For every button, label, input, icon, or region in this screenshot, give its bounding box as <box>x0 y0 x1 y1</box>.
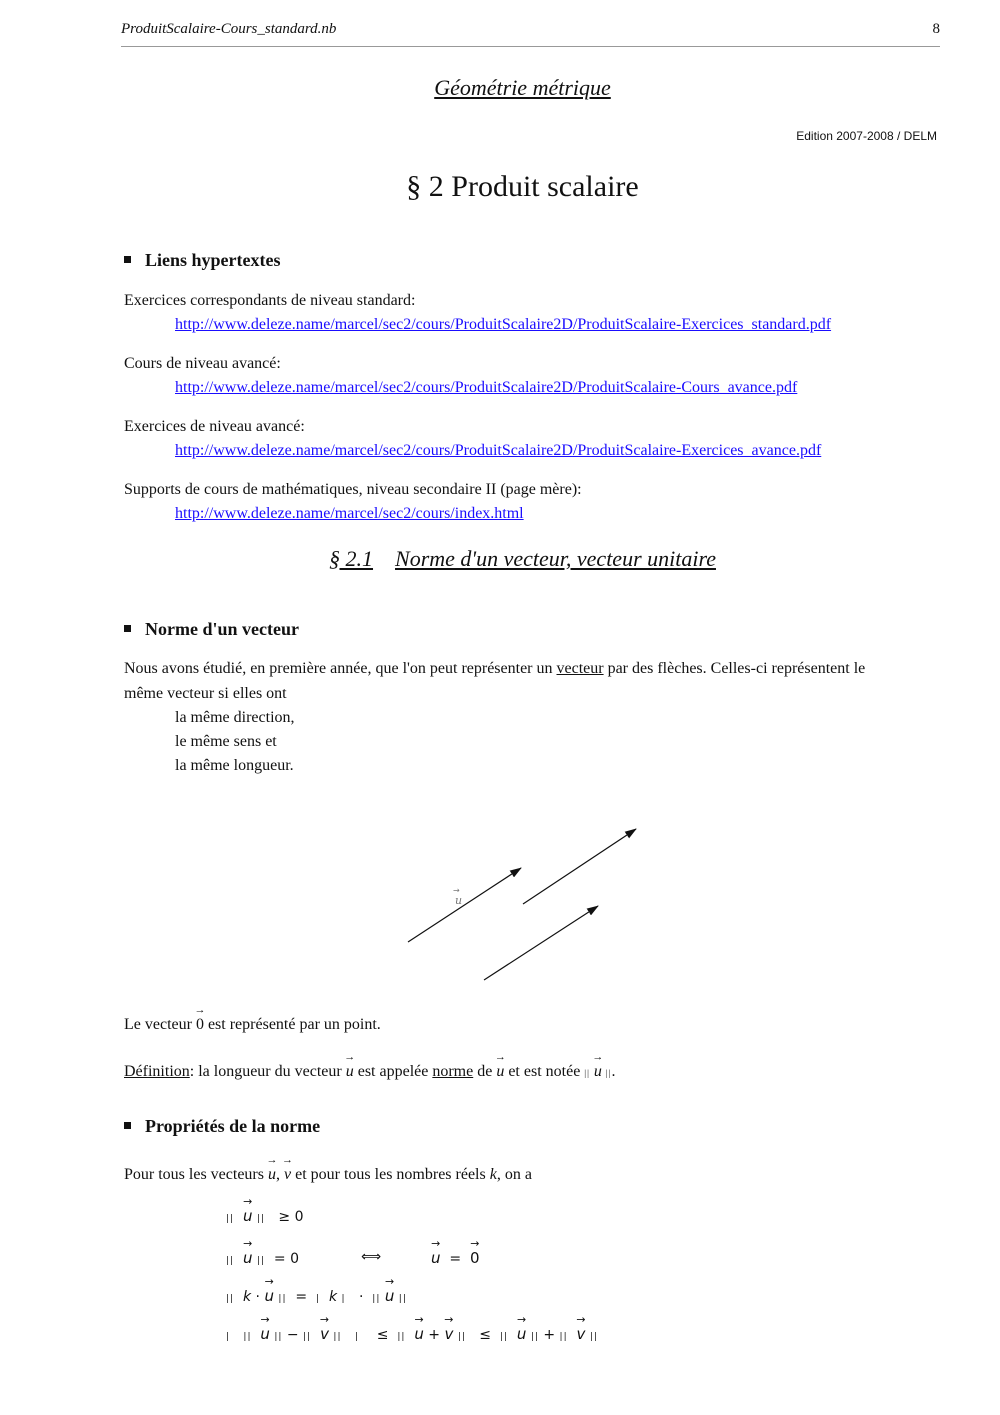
vector-v: → v <box>284 1166 291 1184</box>
condition-direction: la même direction, <box>175 709 295 726</box>
arrow-3 <box>484 906 598 980</box>
scalar-k: k <box>489 1166 497 1183</box>
link-label-1: Exercices correspondants de niveau standard: <box>124 292 416 309</box>
arrow-1 <box>408 868 521 942</box>
link-label-4: Supports de cours de mathématiques, niveau secondaire II (page mère): <box>124 481 582 498</box>
vecteur-term: vecteur <box>556 660 604 677</box>
vector-arrows-figure <box>380 815 660 995</box>
arrow-label-u: u <box>455 894 463 907</box>
norme-paragraph-line2: même vecteur si elles ont <box>124 685 287 702</box>
props-heading: Propriétés de la norme <box>124 1116 320 1137</box>
link-label-2: Cours de niveau avancé: <box>124 355 281 372</box>
zero-vector-sentence: Le vecteur → 0 est représenté par un point. <box>124 1016 381 1034</box>
section-bullet-icon <box>124 256 131 263</box>
arrow-2 <box>523 829 636 904</box>
subsection-number: § 2.1 <box>329 546 374 571</box>
formula-positivity: || → u || ≥ 0 <box>226 1207 303 1225</box>
formula-homogeneity: || k · → u || = | k | · || → u || <box>226 1287 407 1305</box>
formula-zero-norm: || → u || = 0 ⟺ → u = → 0 <box>226 1249 526 1267</box>
section-bullet-icon <box>124 625 131 632</box>
formula-triangle-inequality: | || → u || − || → v || | ≤ || → u + → v || ≤ || → u || + || → v || <box>226 1325 598 1343</box>
link-label-3: Exercices de niveau avancé: <box>124 418 305 435</box>
subject-title: Géométrie métrique <box>434 75 611 100</box>
header-divider <box>121 46 940 47</box>
vector-u: → u <box>594 1063 602 1081</box>
norme-term: norme <box>432 1063 474 1080</box>
vector-u: → u <box>496 1063 504 1081</box>
condition-longueur: la même longueur. <box>175 757 294 774</box>
subsection-title <box>0 546 1000 572</box>
link-exercices-avance[interactable]: http://www.deleze.name/marcel/sec2/cours/ProduitScalaire2D/ProduitScalaire-Exercices_avance.pdf <box>175 442 822 459</box>
section-bullet-icon <box>124 1122 131 1129</box>
chapter-title: § 2 Produit scalaire <box>406 170 639 203</box>
link-exercices-standard[interactable]: http://www.deleze.name/marcel/sec2/cours/ProduitScalaire2D/ProduitScalaire-Exercices_standard.pdf <box>175 316 832 333</box>
definition-label: Définition <box>124 1063 190 1080</box>
norm-bar-right: || <box>605 1068 612 1078</box>
subsection-name: Norme d'un vecteur, vecteur unitaire <box>395 546 716 571</box>
links-heading: Liens hypertextes <box>124 250 280 271</box>
page-number: 8 <box>932 21 940 37</box>
arrow-label-arrow: → <box>453 886 460 895</box>
definition-sentence: Définition: la longueur du vecteur → u est appelée norme de → u et est notée || → u ||. <box>124 1063 616 1081</box>
header-filename: ProduitScalaire-Cours_standard.nb <box>121 21 337 37</box>
norme-paragraph: Nous avons étudié, en première année, que l'on peut représenter un vecteur par des flèches. Celles-ci représentent le <box>124 660 866 677</box>
zero-vector-symbol: → 0 <box>196 1016 204 1034</box>
norm-bar-left: || <box>584 1068 590 1078</box>
vector-u: → u <box>346 1063 354 1081</box>
link-cours-avance[interactable]: http://www.deleze.name/marcel/sec2/cours/ProduitScalaire2D/ProduitScalaire-Cours_avance.pdf <box>175 379 798 396</box>
condition-sens: le même sens et <box>175 733 277 750</box>
props-intro: Pour tous les vecteurs → u, → v et pour tous les nombres réels k, on a <box>124 1166 532 1184</box>
edition-note: Edition 2007-2008 / DELM <box>796 129 937 143</box>
vector-u: → u <box>268 1166 276 1184</box>
norme-heading: Norme d'un vecteur <box>124 619 299 640</box>
link-index[interactable]: http://www.deleze.name/marcel/sec2/cours/index.html <box>175 505 524 522</box>
